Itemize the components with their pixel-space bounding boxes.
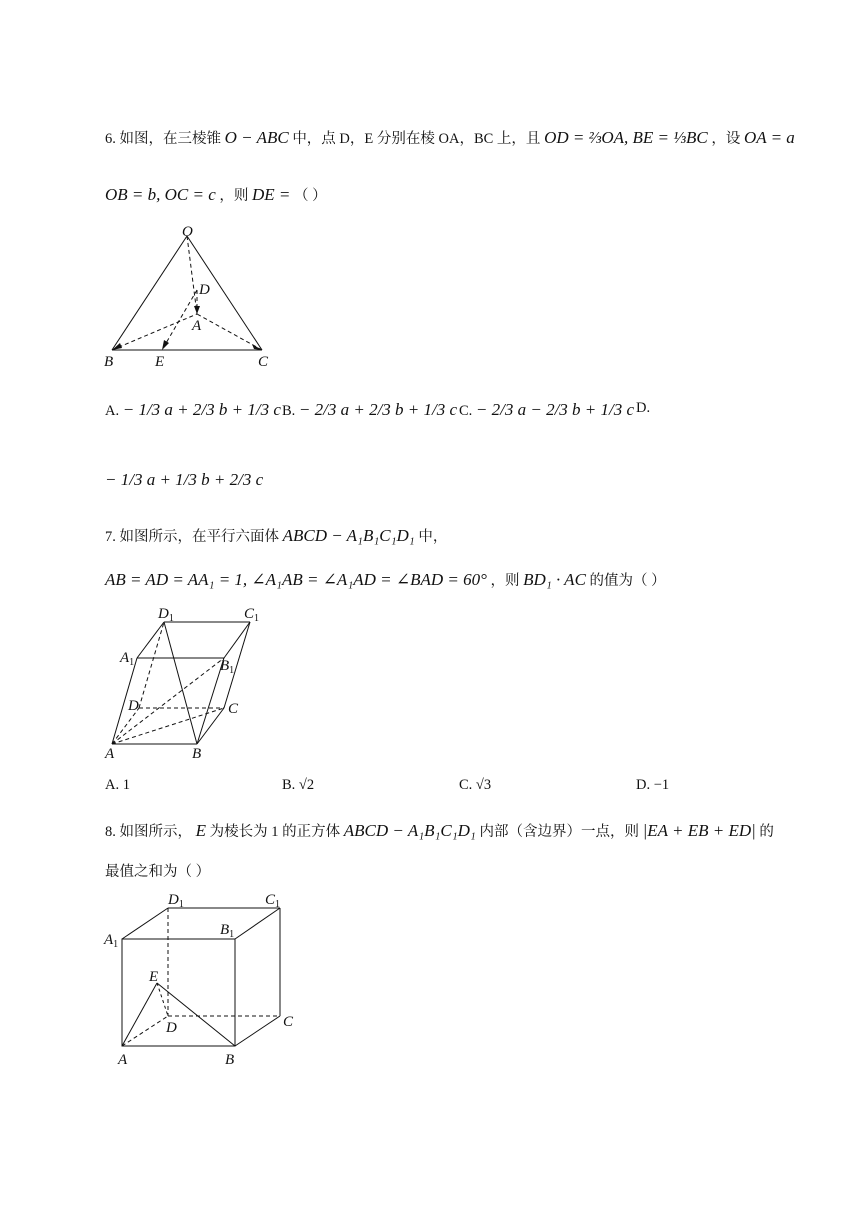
- q8-de: 的: [759, 824, 774, 840]
- q7-option-d-expr: −1: [653, 777, 670, 793]
- q7-label-a1: $A_1$: [120, 650, 135, 668]
- q8-label-a1: $A_1$: [104, 932, 119, 950]
- q6-option-c-expr: − 2/3 a − 2/3 b + 1/3 c: [475, 400, 635, 419]
- q6-option-b[interactable]: [282, 400, 457, 420]
- q6-option-b-label: B.: [282, 403, 296, 419]
- q6-label-o: O: [182, 224, 193, 240]
- q8-text1: 为棱长为 1 的正方体: [209, 824, 341, 840]
- q8-label-d: D: [166, 1020, 177, 1036]
- q6-option-b-expr: − 2/3 a + 2/3 b + 1/3 c: [298, 400, 458, 419]
- q8-text2: 内部（含边界）一点，则: [479, 824, 639, 840]
- q7-stem-line2: [105, 570, 666, 591]
- q6-option-a-label: A.: [105, 403, 120, 419]
- q7-option-c-label: C.: [459, 777, 473, 793]
- q6-stem-line2: [105, 185, 327, 206]
- q6-option-a[interactable]: [105, 400, 281, 420]
- q6-option-d-expr: − 1/3 a + 1/3 b + 2/3 c: [105, 470, 264, 489]
- q7-option-d[interactable]: [636, 777, 669, 794]
- q6-then: ，则: [219, 188, 249, 204]
- q8-label-b1: $B_1$: [220, 922, 235, 940]
- q8-label-d1: $D_1$: [168, 892, 184, 910]
- q7-label-d: D: [128, 698, 139, 714]
- q6-option-a-expr: − 1/3 a + 2/3 b + 1/3 c: [122, 400, 281, 419]
- q6-option-d[interactable]: [636, 400, 650, 417]
- q7-option-b-expr: √2: [298, 777, 315, 793]
- q6-condition: OD = ⅔OA, BE = ⅓BC: [544, 128, 708, 147]
- q6-option-c[interactable]: [459, 400, 634, 420]
- q8-label-c: C: [283, 1014, 294, 1030]
- q8-label-e: E: [149, 969, 159, 985]
- q7-option-b-label: B.: [282, 777, 296, 793]
- q6-label-b: B: [104, 354, 114, 370]
- q7-option-a-expr: 1: [122, 777, 130, 793]
- q8-point-e: E: [195, 821, 207, 840]
- q7-intro: 7. 如图所示，在平行六面体: [105, 529, 279, 545]
- q7-target: BD₁ · AC: [523, 570, 586, 589]
- q7-option-a[interactable]: [105, 777, 130, 794]
- q6-option-c-label: C.: [459, 403, 473, 419]
- q7-zhong: 中，: [418, 529, 448, 545]
- q8-solid: ABCD − A₁B₁C₁D₁: [343, 821, 476, 840]
- q6-label-d: D: [199, 282, 210, 298]
- q7-label-a: A: [105, 746, 115, 762]
- q7-label-c: C: [228, 701, 239, 717]
- q8-label-a: A: [118, 1052, 128, 1068]
- q6-stem-line1: [105, 128, 795, 149]
- q7-label-d1: $D_1$: [158, 606, 174, 624]
- q6-mid: 中，点 D，E 分别在棱 OA，BC 上，且: [292, 131, 541, 147]
- q6-vector-a: OA = a: [743, 128, 795, 147]
- q6-paren: （ ）: [294, 188, 327, 204]
- q6-label-a: A: [192, 318, 202, 334]
- q6-tetrahedron-figure: [100, 222, 285, 372]
- q8-label-b: B: [225, 1052, 235, 1068]
- q8-intro: 8. 如图所示，: [105, 824, 192, 840]
- q6-label-e: E: [155, 354, 165, 370]
- q7-option-c-expr: √3: [475, 777, 492, 793]
- q6-intro: 6. 如图，在三棱锥: [105, 131, 221, 147]
- q7-label-b: B: [192, 746, 202, 762]
- q8-line2: 最值之和为（ ）: [105, 864, 211, 880]
- q6-target: DE =: [252, 185, 291, 204]
- q8-label-c1: $C_1$: [265, 892, 281, 910]
- q7-option-b[interactable]: [282, 777, 314, 794]
- q6-option-d-label: D.: [636, 400, 651, 416]
- q8-target: |EA + EB + ED|: [642, 821, 756, 840]
- q8-stem-line2: [105, 862, 210, 882]
- q7-option-c[interactable]: [459, 777, 491, 794]
- q6-set: ，设: [711, 131, 741, 147]
- q7-option-a-label: A.: [105, 777, 120, 793]
- q7-label-c1: $C_1$: [244, 606, 260, 624]
- q7-solid: ABCD − A₁B₁C₁D₁: [282, 526, 415, 545]
- q7-label-b1: $B_1$: [220, 658, 235, 676]
- q6-vectors-bc: OB = b, OC = c: [105, 185, 216, 204]
- q6-label-c: C: [258, 354, 269, 370]
- q8-stem-line1: [105, 821, 774, 842]
- q7-stem-line1: [105, 526, 447, 547]
- q7-option-d-label: D.: [636, 777, 651, 793]
- q7-tail: 的值为（ ）: [589, 573, 666, 589]
- q6-tetra: O − ABC: [224, 128, 289, 147]
- q7-ask: ，则: [490, 573, 520, 589]
- q7-parallelepiped-figure: [100, 600, 270, 765]
- q6-option-d-expr-line: [105, 470, 263, 490]
- q7-condition: AB = AD = AA₁ = 1, ∠A₁AB = ∠A₁AD = ∠BAD = 60°: [105, 570, 487, 589]
- q8-cube-figure: [100, 888, 300, 1068]
